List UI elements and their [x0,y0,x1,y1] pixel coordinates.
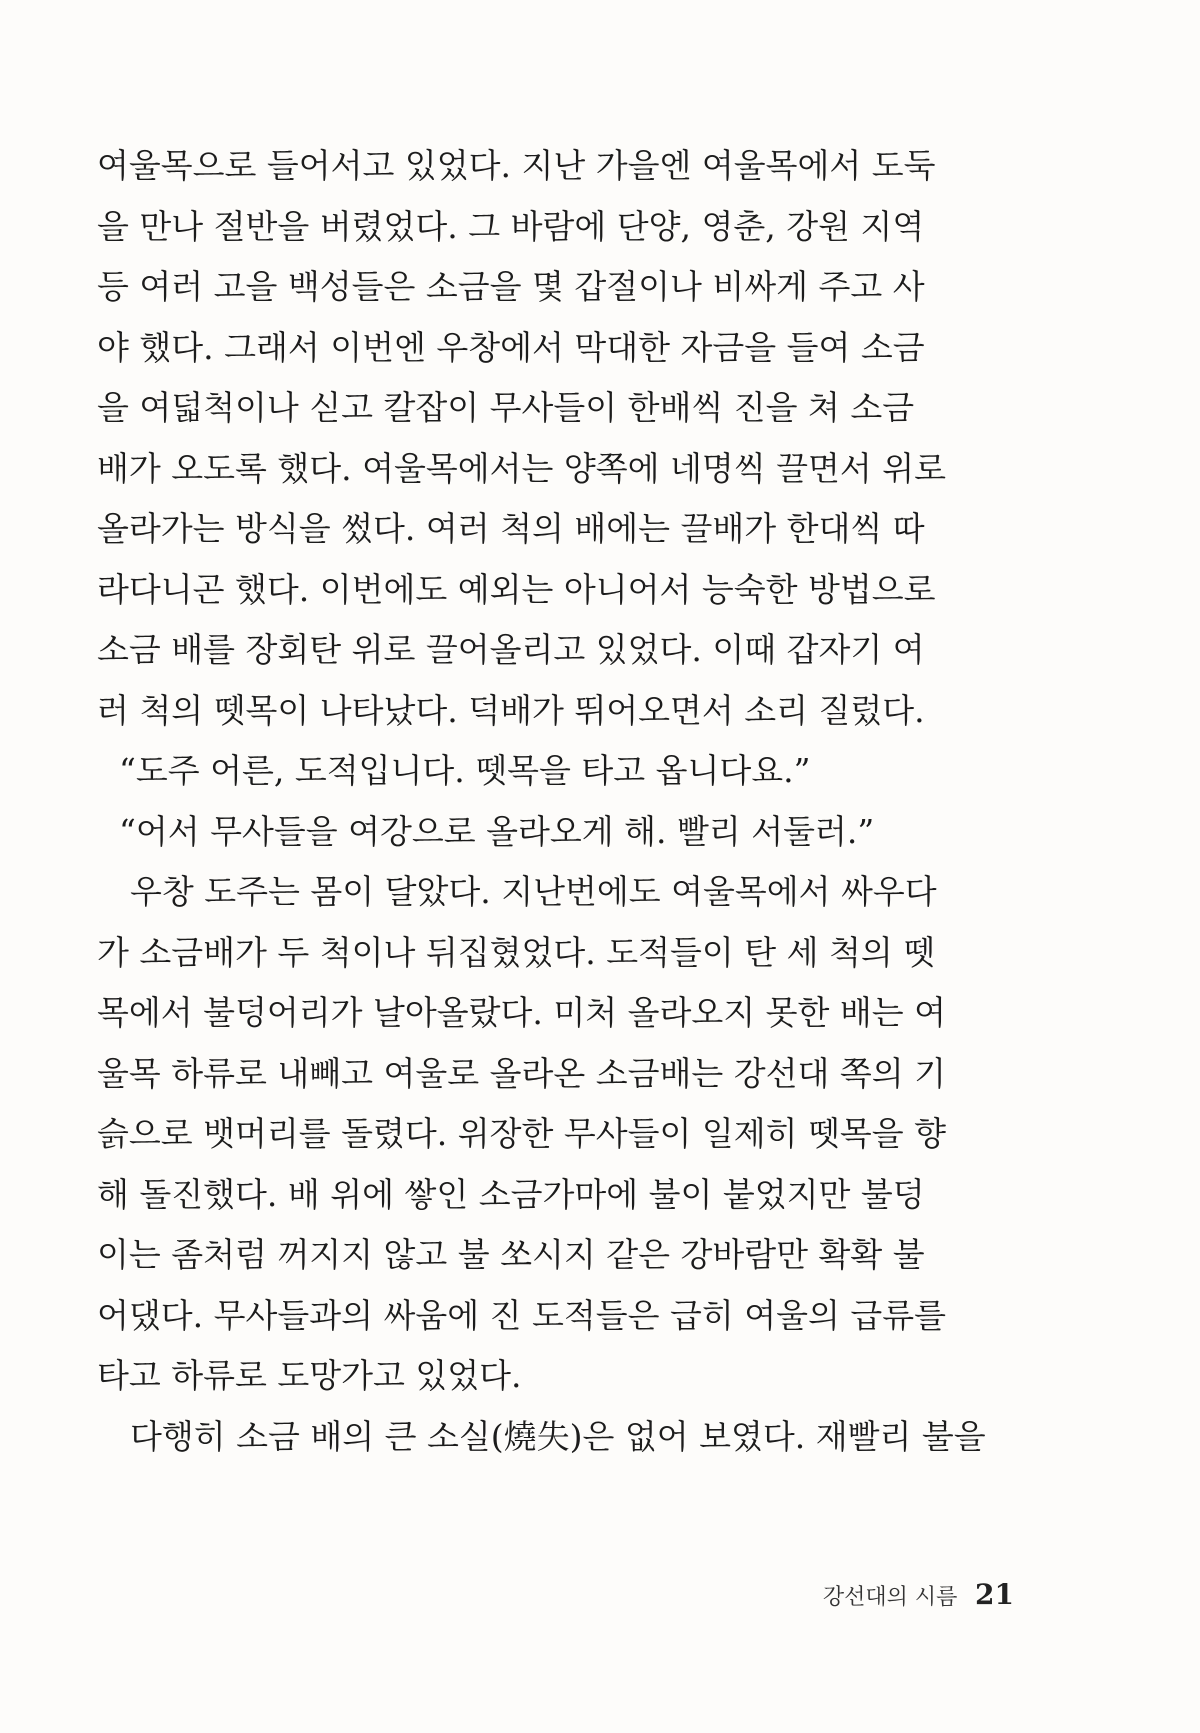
text-line: 어댔다. 무사들과의 싸움에 진 도적들은 급히 여울의 급류를 [97,1295,946,1335]
text-line: 이는 좀처럼 꺼지지 않고 불 쏘시지 같은 강바람만 확확 불 [97,1235,925,1274]
text-line: 울목 하류로 내빼고 여울로 올라온 소금배는 강선대 쪽의 기 [97,1053,946,1093]
text-line: 해 돌진했다. 배 위에 쌓인 소금가마에 불이 붙었지만 불덩 [97,1174,925,1214]
paragraph-start-line: 우창 도주는 몸이 달았다. 지난번에도 여울목에서 싸우다 [130,872,937,911]
text-line: 을 여덟척이나 싣고 칼잡이 무사들이 한배씩 진을 쳐 소금 [97,388,915,427]
text-line: 라다니곤 했다. 이번에도 예외는 아니어서 능숙한 방법으로 [97,569,936,609]
text-line: 올라가는 방식을 썼다. 여러 척의 배에는 끌배가 한대씩 따 [97,509,925,548]
text-line: 러 척의 뗏목이 나타났다. 덕배가 뛰어오면서 소리 질렀다. [97,690,925,730]
text-line: 등 여러 고을 백성들은 소금을 몇 갑절이나 비싸게 주고 사 [97,267,925,306]
text-line: 슭으로 뱃머리를 돌렸다. 위장한 무사들이 일제히 뗏목을 향 [97,1114,946,1153]
text-line: 배가 오도록 했다. 여울목에서는 양쪽에 네명씩 끌면서 위로 [97,448,946,488]
page-footer [823,1578,1014,1611]
dialogue-line: “어서 무사들을 여강으로 올라오게 해. 빨리 서둘러.” [119,811,875,851]
text-line: 을 만나 절반을 버렸었다. 그 바람에 단양, 영춘, 강원 지역 [97,206,925,246]
text-line: 야 했다. 그래서 이번엔 우창에서 막대한 자금을 들여 소금 [97,327,925,367]
text-line: 여울목으로 들어서고 있었다. 지난 가을엔 여울목에서 도둑 [97,146,936,185]
body-text [97,136,1097,1467]
text-line: 가 소금배가 두 척이나 뒤집혔었다. 도적들이 탄 세 척의 뗏 [97,932,936,972]
running-title: 강선대의 시름 [822,1585,958,1610]
text-line: 목에서 불덩어리가 날아올랐다. 미처 올라오지 못한 배는 여 [97,993,946,1032]
text-line: 소금 배를 장회탄 위로 끌어올리고 있었다. 이때 갑자기 여 [97,630,925,669]
paragraph-start-line: 다행히 소금 배의 큰 소실(燒失)은 없어 보였다. 재빨리 불을 [130,1416,986,1456]
page-number: 21 [975,1578,1014,1611]
text-line: 타고 하류로 도망가고 있었다. [97,1356,522,1395]
dialogue-line: “도주 어른, 도적입니다. 뗏목을 타고 옵니다요.” [119,751,811,790]
